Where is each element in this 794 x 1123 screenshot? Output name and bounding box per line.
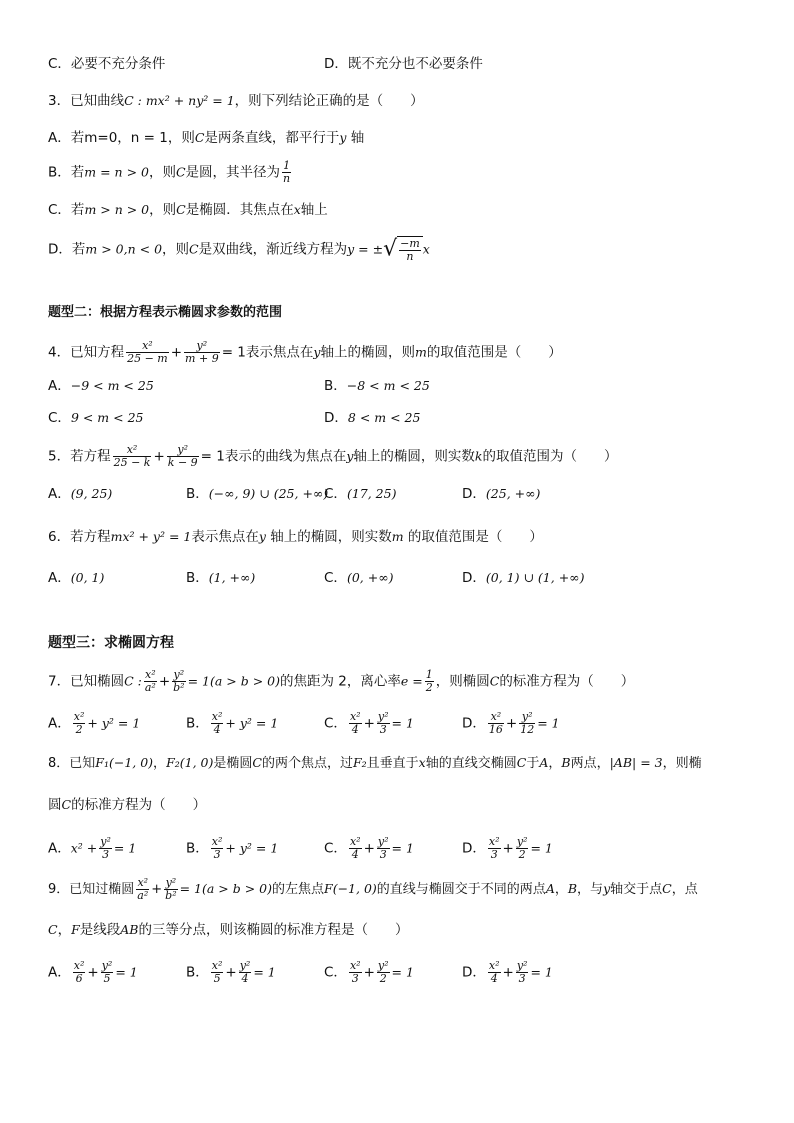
q7-option-b: B． $\frac{\text{x²}}{4}$ + y² = 1 <box>186 710 279 736</box>
sqrt-symbol: √ $\frac{-m}{n}$ <box>383 236 423 263</box>
q9-option-c: C． $\frac{\text{x²}}{3}$ + $\frac{\text{y²}}{2}$ = 1 <box>324 959 414 985</box>
q8-option-c: C． $\frac{\text{x²}}{4}$ + $\frac{\text{y²}}{3}$ = 1 <box>324 835 414 861</box>
q6-option-b: B．(1, +∞) <box>186 570 256 586</box>
q4-option-b: B．−8 < m < 25 <box>324 378 430 394</box>
q4-option-d: D．8 < m < 25 <box>324 410 421 426</box>
q6-option-c: C．(0, +∞) <box>324 570 394 586</box>
q3-radius-fraction: $\frac{1}{n}$ <box>283 159 291 185</box>
q3-option-b: B．若m = n > 0，则C是圆，其半径为 $\frac{1}{n}$ <box>48 159 291 185</box>
q7-option-c: C． $\frac{\text{x²}}{4}$ + $\frac{\text{y²}}{3}$ = 1 <box>324 710 414 736</box>
q8-stem-line1: 8．已知F₁(−1, 0)，F₂(1, 0)是椭圆C的两个焦点，过F₂且垂直于x轴的直线交椭圆C于A，B两点，|AB| = 3，则椭 <box>48 755 702 771</box>
q6-stem: 6．若方程mx² + y² = 1表示焦点在y 轴上的椭圆，则实数m 的取值范围是（ ） <box>48 529 543 545</box>
q7-stem: 7．已知椭圆C : $\frac{\text{x²}}{\text{a²}}$ + $\frac{\text{y²}}{\text{b²}}$ = 1(a > b > 0)的焦距为 2，离心率e = $\frac{1}{2}$ ，则椭圆C的标准方程为（ ） <box>48 668 635 694</box>
q2-option-c: C．必要不充分条件 <box>48 56 166 72</box>
q3-option-d: D．若m > 0,n < 0，则C是双曲线，渐近线方程为y = ±√ $\frac{-m}{n}$ x <box>48 236 430 263</box>
q3-stem: 3．已知曲线C : mx² + ny² = 1，则下列结论正确的是（ ） <box>48 93 424 109</box>
q3-option-c: C．若m > n > 0，则C是椭圆．其焦点在x轴上 <box>48 202 328 218</box>
q9-option-d: D． $\frac{\text{x²}}{4}$ + $\frac{\text{y²}}{3}$ = 1 <box>462 959 553 985</box>
q2-option-d: D．既不充分也不必要条件 <box>324 56 483 72</box>
q6-option-d: D．(0, 1) ∪ (1, +∞) <box>462 570 585 586</box>
section-heading-3: 题型三：求椭圆方程 <box>48 635 174 651</box>
q5-option-a: A．(9, 25) <box>48 486 113 502</box>
q4-option-c: C．9 < m < 25 <box>48 410 144 426</box>
q8-option-a: A．x² + $\frac{\text{y²}}{3}$ = 1 <box>48 835 137 861</box>
q9-option-b: B． $\frac{\text{x²}}{5}$ + $\frac{\text{y²}}{4}$ = 1 <box>186 959 276 985</box>
q9-option-a: A． $\frac{\text{x²}}{6}$ + $\frac{\text{y²}}{5}$ = 1 <box>48 959 138 985</box>
q8-stem-line2: 圆C的标准方程为（ ） <box>48 797 207 813</box>
q9-stem-line2: C，F是线段AB的三等分点，则该椭圆的标准方程是（ ） <box>48 922 409 938</box>
q4-option-a: A．−9 < m < 25 <box>48 378 154 394</box>
q6-option-a: A．(0, 1) <box>48 570 105 586</box>
q5-option-b: B．(−∞, 9) ∪ (25, +∞) <box>186 486 329 502</box>
q9-stem-line1: 9．已知过椭圆 $\frac{\text{x²}}{\text{a²}}$ + $\frac{\text{y²}}{\text{b²}}$ = 1(a > b > 0)的左焦点F(−1, 0)的直线与椭圆交于不同的两点A，B，与y轴交于点C，点 <box>48 876 698 902</box>
q8-option-d: D． $\frac{\text{x²}}{3}$ + $\frac{\text{y²}}{2}$ = 1 <box>462 835 553 861</box>
q3-option-a: A．若m=0，n = 1，则C是两条直线，都平行于y 轴 <box>48 130 365 146</box>
q5-option-d: D．(25, +∞) <box>462 486 541 502</box>
q4-stem: 4．已知方程 $\frac{\text{x²}}{25 - m}$ + $\frac{\text{y²}}{m + 9}$ = 1表示焦点在y轴上的椭圆，则m的取值范围是（ ） <box>48 339 562 365</box>
section-heading-2: 题型二：根据方程表示椭圆求参数的范围 <box>48 305 283 320</box>
q8-option-b: B． $\frac{\text{x²}}{3}$ + y² = 1 <box>186 835 279 861</box>
q7-option-a: A． $\frac{\text{x²}}{2}$ + y² = 1 <box>48 710 141 736</box>
q7-option-d: D． $\frac{\text{x²}}{16}$ + $\frac{\text{y²}}{12}$ = 1 <box>462 710 560 736</box>
q5-option-c: C．(17, 25) <box>324 486 397 502</box>
q5-stem: 5．若方程 $\frac{\text{x²}}{25 - k}$ + $\frac{\text{y²}}{k - 9}$ = 1表示的曲线为焦点在y轴上的椭圆，则实数k的取值范围为（ ） <box>48 443 618 469</box>
